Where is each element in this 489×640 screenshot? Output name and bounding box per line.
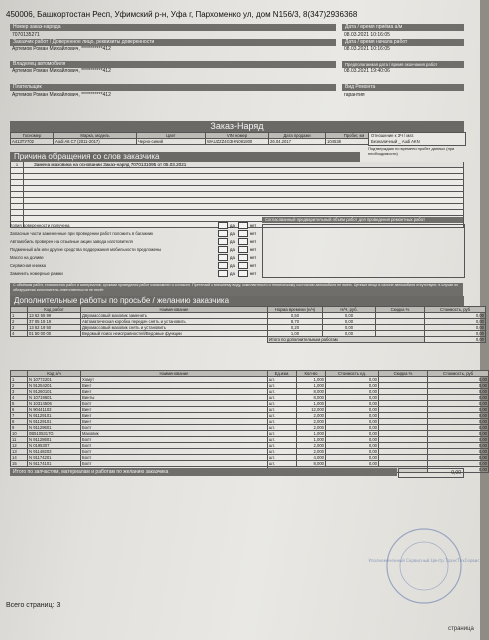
reason-num [11,168,24,173]
parts-qty: 1,000 [297,377,326,383]
vehicle-header-sale-date: Дата продажи [269,133,326,139]
works-name: Двухмассовый маховик заменить [81,313,268,319]
checklist-label: Подменный а/м или другие средства поддержания мобильности предложены [10,246,162,252]
checkbox-yes-label: да [230,230,235,236]
checkbox-yes[interactable] [218,222,228,229]
agreement-box [262,224,465,278]
works-total-value: 0,00 [425,337,486,343]
parts-qty: 1,000 [297,431,326,437]
parts-name: Винт [81,413,268,419]
parts-code: N 91129601 [28,425,81,431]
parts-col-qty: Кол-во [297,371,326,377]
checklist-row [10,229,262,237]
works-name: Ведомый поиск неисправностей/Ведомые функции [81,331,268,337]
agreement-header: Согласованный предварительный объём работ для проведения ремонтных работ [262,217,463,223]
parts-num: 1 [11,377,28,383]
parts-relation-box [368,132,466,146]
works-cost: 0,00 [425,325,486,331]
parts-unit: шт. [268,389,297,395]
reason-text [24,210,463,215]
parts-cost: 0,00 [428,431,489,437]
works-code: 37 05 19 19 [28,319,81,325]
works-title: Дополнительные работы по просьбе / желанию заказчика [10,296,464,306]
parts-price: 0,00 [326,383,379,389]
vehicle-model: Audi A6 C7 (2011-2017) [54,139,137,145]
parts-cost: 0,00 [428,407,489,413]
vehicle-header-color: Цвет [137,133,206,139]
parts-num: 10 [11,431,28,437]
checkbox-no[interactable] [238,254,248,261]
vehicle-plate: А413ТУ702 [11,139,54,145]
parts-name: Хомут [81,377,268,383]
checkbox-yes[interactable] [218,230,228,237]
checklist-row [10,261,262,269]
parts-price: 0,00 [326,401,379,407]
parts-qty: 2,000 [297,425,326,431]
parts-cost: 0,00 [428,455,489,461]
parts-qty: 2,000 [297,413,326,419]
mileage-confirm-note: Подтверждаю по времени пробег данных (при необходимости) [368,146,455,156]
works-code: 13 62 19 50 [28,325,81,331]
parts-name: Маховик [81,431,268,437]
works-code: 01 50 00 00 [28,331,81,337]
parts-unit: шт. [268,383,297,389]
checkbox-no[interactable] [238,222,248,229]
works-total-label: Итого по дополнительным работам [268,337,425,343]
reason-num [11,186,24,191]
reason-title: Причина обращения со слов заказчика [10,152,360,162]
customer-value: Артемов Роман Михайлович, ***********412 [12,46,111,52]
checklist-row [10,245,262,253]
checklist [10,221,262,277]
parts-name: Болт [81,443,268,449]
reason-text [24,192,463,197]
works-num: 3 [11,325,28,331]
end-date-value: 08.03.2021 19:40:06 [344,68,390,74]
reason-text [24,186,463,191]
parts-code: N 0195307 [28,443,81,449]
parts-code: N 91254201 [28,383,81,389]
reception-date-label: Дата / время приёма а/м [342,24,464,31]
works-num: 4 [11,331,28,337]
checklist-row [10,237,262,245]
reason-text [24,198,463,203]
works-rate: 0,00 [323,319,376,325]
parts-code: N 91128601 [28,437,81,443]
service-stamp [368,526,480,606]
reason-num [11,210,24,215]
parts-cost: 0,00 [428,443,489,449]
parts-unit: шт. [268,419,297,425]
parts-name: Болт [81,455,268,461]
works-rate: 0,00 [323,313,376,319]
repair-type-label: Вид Ремонта [342,84,464,91]
parts-col-unit: Ед.изм. [268,371,297,377]
checkbox-yes-label: да [230,246,235,252]
parts-name: Болт [81,437,268,443]
parts-unit: шт. [268,431,297,437]
reason-num [11,180,24,185]
parts-qty: 2,000 [297,443,326,449]
checkbox-no-label: нет [249,238,257,244]
works-col-name: Наименование [81,307,268,313]
parts-unit: шт. [268,407,297,413]
parts-code: N 10314506 [28,401,81,407]
parts-cost: 0,00 [428,383,489,389]
corner-page-label: страница [448,626,474,632]
parts-num: 15 [11,461,28,467]
works-name: Двухмассовый маховик снять и установить [81,325,268,331]
payer-label: Плательщик [10,84,336,91]
parts-unit: шт. [268,395,297,401]
parts-code: N 91129101 [28,419,81,425]
parts-price: 0,00 [326,455,379,461]
owner-label: Владелец автомобиля [10,61,336,68]
works-rate: 0,00 [323,325,376,331]
reason-text [24,174,463,179]
parts-name: Винт [81,419,268,425]
vehicle-mileage: 104538 [326,139,383,145]
parts-unit: шт. [268,437,297,443]
checklist-label: Копия доверенности получена [10,222,70,228]
vehicle-header-model: Марка, модель [54,133,137,139]
reason-num [11,198,24,203]
parts-unit: шт. [268,443,297,449]
parts-code: N 91129101 [28,413,81,419]
parts-num: 3 [11,389,28,395]
parts-unit: шт. [268,449,297,455]
checklist-row [10,221,262,229]
parts-qty: 8,000 [297,389,326,395]
parts-price: 0,00 [326,431,379,437]
checkbox-no-label: нет [249,262,257,268]
parts-unit: шт. [268,413,297,419]
checkbox-no[interactable] [238,238,248,245]
parts-qty: 8,000 [297,395,326,401]
works-code: 13 62 55 99 [28,313,81,319]
parts-cost: 0,00 [428,395,489,401]
parts-price: 0,00 [326,419,379,425]
parts-code: N 91148203 [28,449,81,455]
works-col-code: Код работ [28,307,81,313]
parts-num: 8 [11,419,28,425]
parts-cost: 0,00 [428,461,489,467]
checkbox-no-label: нет [249,230,257,236]
checkbox-no[interactable] [238,246,248,253]
works-cost: 0,00 [425,331,486,337]
parts-num: 14 [11,455,28,461]
order-number-value: 7070135271 [12,32,40,38]
start-date-label: Дата / время начала работ [342,39,464,46]
parts-num: 9 [11,425,28,431]
checkbox-yes-label: да [230,270,235,276]
parts-col-discount: Скидка % [379,371,428,377]
owner-value: Артемов Роман Михайлович, ***********412 [12,68,111,74]
parts-cost: 0,00 [428,413,489,419]
parts-num: 13 [11,449,28,455]
parts-unit: шт. [268,461,297,467]
checkbox-yes-label: да [230,262,235,268]
works-norm: 8,70 [268,319,323,325]
checklist-label: Заменить номерные рамки [10,270,63,276]
works-col-rate: Н/Ч, руб. [323,307,376,313]
parts-price: 0,00 [326,389,379,395]
footer-pages: Всего страниц: 3 [6,602,61,609]
parts-col-cost: Стоимость, руб [428,371,489,377]
reason-num [11,192,24,197]
left-fields [10,24,336,100]
parts-col-name: Наименование [81,371,268,377]
parts-qty: 1,000 [297,401,326,407]
customer-label: Заказчик работ / Доверенное лицо, реквизиты доверенности [10,39,336,46]
parts-code: N 91260101 [28,389,81,395]
works-num: 1 [11,313,28,319]
parts-num: 11 [11,437,28,443]
works-norm: 0,20 [268,325,323,331]
parts-price: 0,00 [326,407,379,413]
checkbox-yes[interactable] [218,254,228,261]
parts-num: 12 [11,443,28,449]
vehicle-vin: WAUZZZ4G3HN081800 [206,139,269,145]
parts-price: 0,00 [326,449,379,455]
checkbox-no-label: нет [249,270,257,276]
parts-name: Винт [81,383,268,389]
grand-total-label: Итого по запчастям, материалам и работам по желанию заказчика [10,468,397,476]
works-col-discount: Скидка % [376,307,425,313]
works-total-row [11,337,486,343]
parts-qty: 1,000 [297,437,326,443]
checklist-row [10,253,262,261]
works-rate: 0,00 [323,331,376,337]
parts-cost: 0,00 [428,425,489,431]
reason-text [24,180,463,185]
parts-cost: 0,00 [428,377,489,383]
checkbox-no-label: нет [249,254,257,260]
parts-price: 0,00 [326,443,379,449]
checkbox-no-label: нет [249,246,257,252]
checkbox-yes[interactable] [218,262,228,269]
parts-table [10,370,489,473]
reception-date-value: 08.03.2021 10:16:05 [344,32,390,38]
parts-code: N 90441103 [28,407,81,413]
parts-cost: 0,00 [428,437,489,443]
checklist-row [10,269,262,277]
parts-qty: 2,000 [297,419,326,425]
checkbox-yes-label: да [230,254,235,260]
parts-code: N 10719601 [28,395,81,401]
parts-col-code: Код з/ч [28,371,81,377]
parts-num: 2 [11,383,28,389]
order-number-label: Номер заказ-наряда [10,24,336,31]
checkbox-no-label: нет [249,222,257,228]
vehicle-table [10,132,383,145]
reason-num [11,204,24,209]
parts-unit: шт. [268,425,297,431]
vehicle-header-plate: Госномер [11,133,54,139]
parts-name: Болт [81,461,268,467]
checklist-label: Автомобиль проверен на отзывные акции завода изготовителя [10,238,133,244]
vehicle-header-vin: VIN номер [206,133,269,139]
stamp-text: Уполномоченный Сервисный Центр ТрансТехСервис [368,558,480,563]
address-line: 450006, Башкортостан Респ, Уфимский р-н, Уфа г, Пархоменко ул, дом N156/3, 8(347)2936368 [6,10,358,19]
parts-name: Болт [81,425,268,431]
parts-code: N 10772201 [28,377,81,383]
checkbox-yes[interactable] [218,270,228,277]
parts-num: 4 [11,395,28,401]
parts-qty: 4,000 [297,455,326,461]
works-num: 2 [11,319,28,325]
parts-unit: шт. [268,377,297,383]
parts-name: Винт [81,407,268,413]
parts-name: Болт [81,449,268,455]
reason-num: 1 [11,162,24,167]
disclaimer-text: С объёмом работ, стоимостью работ и материалов, сроками проведения работ ознакомлен и согласен. Претензий к внешнему виду, комплектности и техническому состоянию автомобиля не имею. Ценные вещи в салоне автомобиля отсутствуют, в случае их обнаружения исполнитель ответственности не несёт. [10,283,463,297]
start-date-value: 08.03.2021 10:16:05 [344,46,390,52]
parts-col-price: Стоимость ед. [326,371,379,377]
parts-code: N 91174201 [28,455,81,461]
works-norm: 0,50 [268,313,323,319]
works-col-cost: Стоимость, руб [425,307,486,313]
works-cost: 0,00 [425,313,486,319]
parts-num: 6 [11,407,28,413]
vehicle-header-mileage: Пробег, км [326,133,383,139]
parts-qty: 2,000 [297,449,326,455]
checkbox-no[interactable] [238,230,248,237]
repair-type-value: гарантия [344,92,365,98]
parts-cost: 0,00 [428,419,489,425]
parts-relation-value: Безналичный _ Audi AKN [371,139,420,144]
parts-price: 0,00 [326,425,379,431]
parts-code: N 91174101 [28,461,81,467]
vehicle-sale-date: 26.04.2017 [269,139,326,145]
checkbox-no[interactable] [238,270,248,277]
checklist-label: Запасные части замененные при проведении работ положить в багажник [10,230,154,236]
parts-unit: шт. [268,401,297,407]
checklist-label: Масло на доливе [10,254,44,260]
checkbox-yes[interactable] [218,238,228,245]
checkbox-yes[interactable] [218,246,228,253]
parts-name: Винт [81,389,268,395]
checkbox-yes-label: да [230,238,235,244]
payer-value: Артемов Роман Михайлович, ***********412 [12,92,111,98]
checkbox-no[interactable] [238,262,248,269]
parts-cost: 0,00 [428,389,489,395]
parts-qty: 8,000 [297,461,326,467]
parts-price: 0,00 [326,461,379,467]
parts-price: 0,00 [326,395,379,401]
order-title: Заказ-Наряд [10,121,464,132]
parts-price: 0,00 [326,413,379,419]
works-col-norm: Норма времени (н/ч) [268,307,323,313]
works-cost: 0,00 [425,319,486,325]
parts-unit: шт. [268,455,297,461]
checkbox-yes-label: да [230,222,235,228]
end-date-label: Предполагаемая дата / время окончания работ [342,61,464,68]
parts-qty: 1,000 [297,383,326,389]
grand-total-value: 0,00 [398,468,464,478]
works-norm: 1,00 [268,331,323,337]
works-name: Автоматическая коробка передач снять и установить [81,319,268,325]
parts-cost: 0,00 [428,401,489,407]
vehicle-color: Черно-синий [137,139,206,145]
reason-text [24,204,463,209]
parts-num: 5 [11,401,28,407]
parts-price: 0,00 [326,377,379,383]
right-fields [342,24,464,100]
works-table [10,306,486,343]
parts-price: 0,00 [326,437,379,443]
parts-code: 0B5105317G [28,431,81,437]
parts-relation-label: Отношение к ЗЧ / мат. [371,133,415,138]
parts-name: Болт [81,401,268,407]
parts-name: Винты [81,395,268,401]
reason-text: Замена маховика на основании Заказ-наряд 7070131095 от 05.03.2021 [34,162,187,167]
parts-total-value: 0,00 [428,467,489,473]
checklist-label: Сервисная книжка [10,262,46,268]
parts-num: 7 [11,413,28,419]
reason-text [24,168,463,173]
parts-cost: 0,00 [428,449,489,455]
reason-num [11,174,24,179]
parts-qty: 12,000 [297,407,326,413]
